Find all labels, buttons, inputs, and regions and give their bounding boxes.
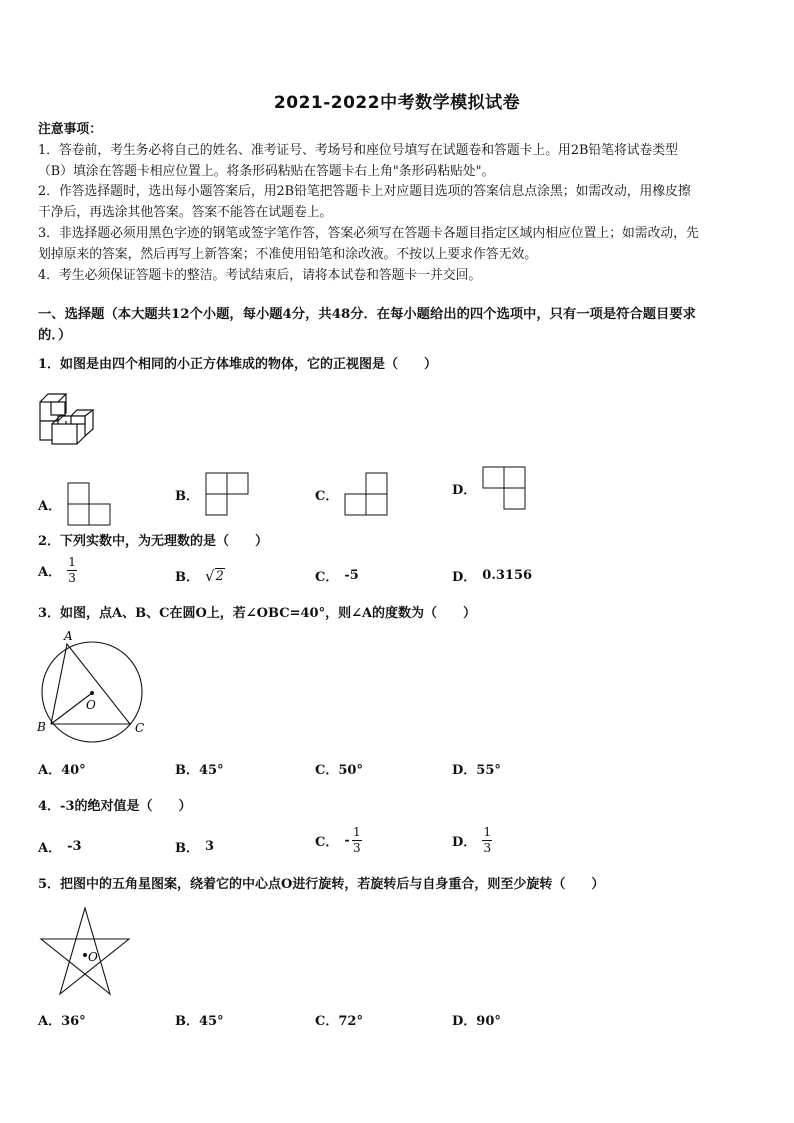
q2-option-b[interactable]: [175, 566, 225, 585]
exam-title: 2021-2022中考数学模拟试卷: [273, 93, 521, 113]
numerator: 1: [483, 825, 492, 839]
section-heading: [38, 304, 760, 346]
q3-option-b[interactable]: B．45°: [175, 763, 224, 778]
option-value: 0.3156: [482, 568, 533, 583]
view-option-c-drawing: [344, 472, 388, 516]
q5-option-d[interactable]: D．90°: [452, 1014, 501, 1029]
option-label: C．: [315, 835, 339, 850]
option-value: 3: [205, 839, 215, 854]
q1-option-b[interactable]: [175, 472, 249, 516]
point-label-b: B: [37, 720, 46, 734]
sqrt-symbol: √: [205, 566, 215, 585]
negative-sign: -: [344, 833, 350, 848]
notes-line: 划掉原来的答案，然后再写上新答案；不准使用铅笔和涂改液。不按以上要求作答无效。: [38, 246, 538, 262]
fraction: [482, 826, 492, 855]
denominator: 3: [68, 571, 76, 585]
option-label: D．: [452, 835, 477, 850]
option-label: A．: [38, 841, 62, 856]
view-option-b-drawing: [205, 472, 249, 516]
q5-option-a[interactable]: A．36°: [38, 1014, 86, 1029]
option-value: -5: [344, 568, 359, 583]
question-3-stem: 3．如图，点A、B、C在圆O上，若∠OBC=40°，则∠A的度数为（ ）: [38, 606, 477, 621]
notes-line: 4．考生必须保证答题卡的整洁。考试结束后，请将本试卷和答题卡一并交回。: [38, 267, 482, 283]
option-label: A．: [38, 565, 62, 580]
option-label: B．: [175, 570, 199, 585]
option-label: D．: [452, 570, 477, 585]
point-label-a: A: [64, 629, 73, 643]
center-label-o: O: [88, 950, 98, 964]
q2-option-c[interactable]: [315, 566, 359, 585]
question-4-stem: 4．-3的绝对值是（ ）: [38, 799, 192, 814]
option-label: B．: [175, 841, 199, 856]
notes-line: 2．作答选择题时，选出每小题答案后，用2B铅笔把答题卡上对应题目选项的答案信息点涂黑；如需改动，用橡皮擦: [38, 184, 691, 200]
question-5-stem: 5．把图中的五角星图案，绕着它的中心点O进行旋转，若旋转后与自身重合，则至少旋转（ ）: [38, 877, 605, 892]
q3-option-d[interactable]: D．55°: [452, 763, 501, 778]
q1-option-d[interactable]: [452, 466, 526, 510]
section-heading-line2: 的．）: [38, 328, 72, 343]
circle-figure: [36, 628, 150, 746]
question-1-stem: 1．如图是由四个相同的小正方体堆成的物体，它的正视图是（ ）: [38, 357, 438, 372]
question-2-stem: 2．下列实数中，为无理数的是（ ）: [38, 534, 269, 549]
notes-line: （B）填涂在答题卡相应位置上。将条形码粘贴在答题卡右上角"条形码粘贴处"。: [38, 163, 495, 179]
denominator: 3: [352, 841, 361, 855]
q5-option-c[interactable]: C．72°: [315, 1014, 363, 1029]
q2-option-a[interactable]: [38, 556, 77, 585]
view-option-d-drawing: [482, 466, 526, 510]
q1-option-c[interactable]: [315, 472, 388, 516]
fraction: [352, 826, 362, 855]
q3-option-a[interactable]: A．40°: [38, 763, 86, 778]
cube-stack-figure: [38, 384, 100, 446]
option-value: -3: [67, 839, 82, 854]
q4-option-c[interactable]: [315, 826, 362, 855]
center-label-o: O: [86, 698, 96, 712]
q4-option-d[interactable]: [452, 826, 492, 855]
option-label: C．: [315, 488, 339, 504]
q4-option-a[interactable]: [38, 837, 82, 856]
q5-option-b[interactable]: B．45°: [175, 1014, 224, 1029]
view-option-a-drawing: [67, 482, 111, 526]
notes-line: 3．非选择题必须用黑色字迹的钢笔或签字笔作答，答案必须写在答题卡各题目指定区域内相应位置上；如需改动，先: [38, 225, 699, 241]
q3-option-c[interactable]: C．50°: [315, 763, 363, 778]
five-point-star-figure: [38, 905, 132, 997]
notes-line: 干净后，再选涂其他答案。答案不能答在试题卷上。: [38, 205, 333, 221]
q2-option-d[interactable]: [452, 566, 532, 585]
q4-option-b[interactable]: [175, 837, 214, 856]
q1-option-a[interactable]: [38, 482, 111, 526]
option-label: C．: [315, 570, 339, 585]
denominator: 3: [483, 841, 492, 855]
notes-line: 1．答卷前，考生务必将自己的姓名、准考证号、考场号和座位号填写在试题卷和答题卡上。用2B铅笔将试卷类型: [38, 142, 678, 158]
notes-heading: 注意事项：: [38, 122, 102, 137]
numerator: 1: [352, 825, 361, 839]
option-label: B．: [175, 488, 199, 504]
option-label: A．: [38, 498, 62, 514]
notes-block: [38, 120, 760, 286]
fraction: [67, 556, 77, 585]
option-label: D．: [452, 482, 477, 498]
numerator: 1: [68, 555, 76, 569]
point-label-c: C: [135, 721, 145, 735]
radicand: 2: [215, 568, 224, 584]
section-heading-line1: 一、选择题（本大题共12个小题，每小题4分，共48分．在每小题给出的四个选项中，只有一项是符合题目要求: [38, 307, 696, 322]
